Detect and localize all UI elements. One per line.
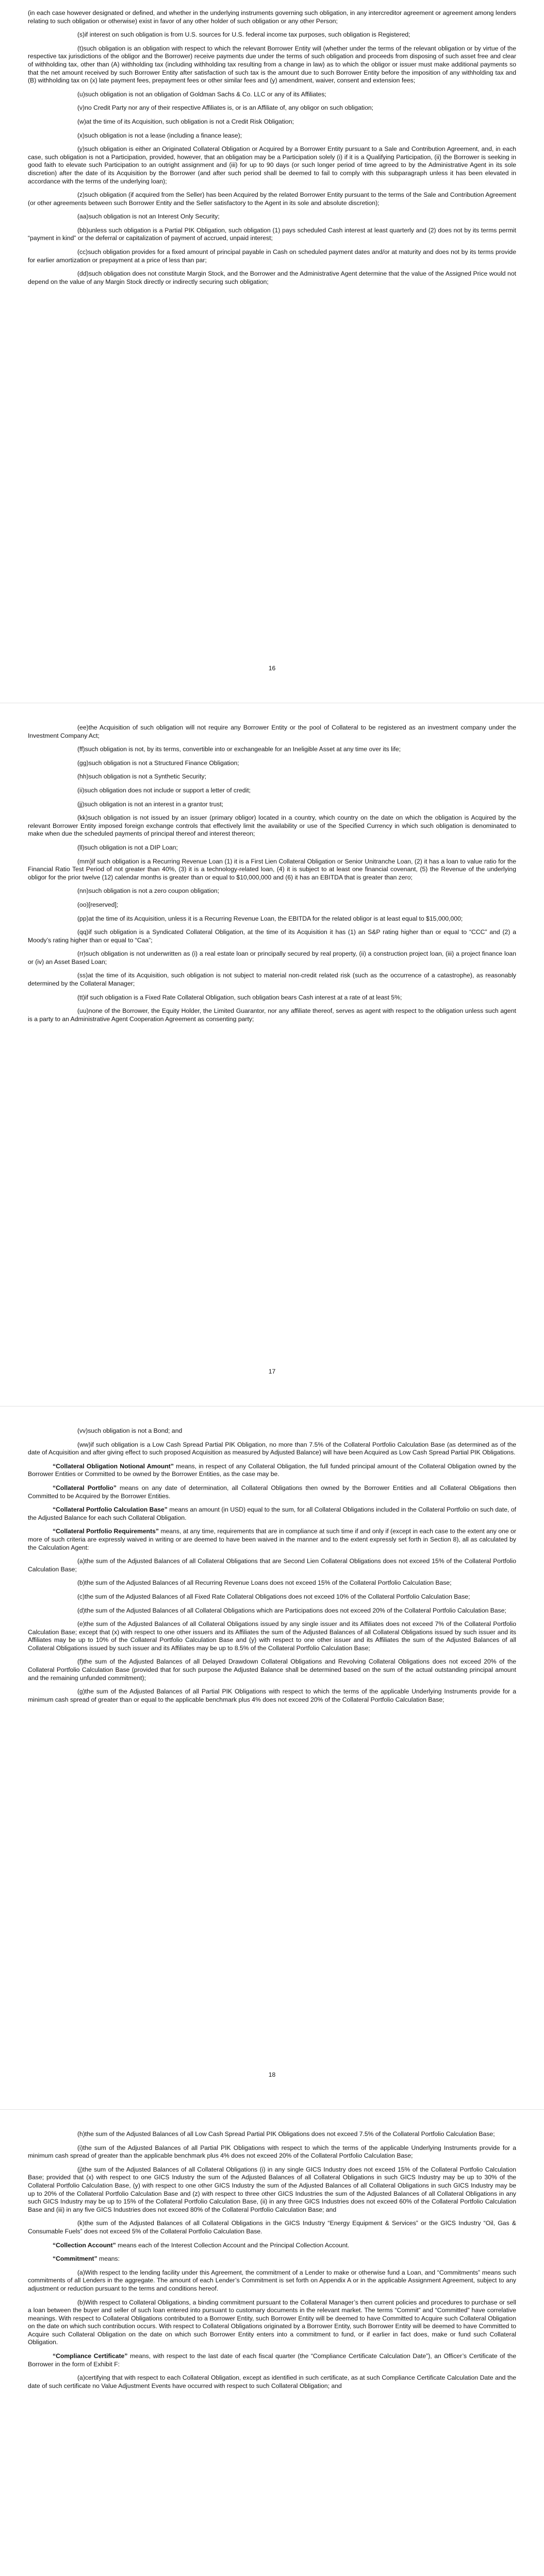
defined-term: “Compliance Certificate”: [53, 2352, 128, 2360]
clause-y: [28, 145, 516, 185]
paragraph: [28, 9, 516, 25]
page-number: 18: [268, 2071, 276, 2078]
clause-text: no Credit Party nor any of their respective Affiliates is, or is an Affiliate of, any obligor on such obligation;: [85, 104, 374, 112]
clause-text: such obligation provides for a fixed amount of principal payable in Cash on scheduled payment dates and/or at maturity and does not by its terms provide for earlier amortization or prepayment at a price of less than par;: [28, 248, 516, 264]
clause-label: (w): [77, 117, 86, 125]
clause-label: (aa): [77, 213, 89, 221]
clause-text: at the time of its Acquisition, unless it is a Recurring Revenue Loan, the EBITDA for the related obligor is at least equal to $15,000,000;: [88, 914, 463, 922]
clause-label: (a): [77, 2268, 85, 2276]
clause-text: With respect to the lending facility under this Agreement, the commitment of a Lender to make or otherwise fund a Loan, and “Commitments” means such commitments of all Lenders in the aggregate. The amount of each Lender’s Commitment is set forth on Appendix A or in the applicable Assignment Agreement, subject to any adjustment or reduction pursuant to the terms and conditions hereof.: [28, 2268, 516, 2292]
clause-text: such obligation is not a Bond; and: [88, 1427, 183, 1434]
clause-text: the sum of the Adjusted Balances of all Delayed Drawdown Collateral Obligations and Revolving Collateral Obligations does not exceed 20% of the Collateral Portfolio Calculation Base (provided that for such purpose the Adjusted Balance shall be determined based on the sum of the actual outstanding principal amount and the remaining unfunded commitment);: [28, 1658, 516, 1682]
clause-label: (b): [77, 1579, 85, 1587]
clause-dd: [28, 270, 516, 286]
definition-text: means each of the Interest Collection Account and the Principal Collection Account.: [116, 2241, 350, 2249]
definition-collateral-portfolio: [28, 1484, 516, 1500]
clause-text: [reserved];: [88, 901, 119, 908]
clause-text: certifying that with respect to each Collateral Obligation, except as identified in such certificate, as at such Compliance Certificate Calculation Date and the date of such certificate no Value Adjustment Events have occurred with respect to such Collateral Obligation; and: [28, 2374, 516, 2389]
clause-a: [28, 1557, 516, 1573]
defined-term: “Collateral Portfolio”: [53, 1484, 117, 1492]
clause-label: (ww): [77, 1440, 91, 1448]
clause-label: (mm): [77, 857, 92, 865]
clause-a: [28, 2374, 516, 2390]
clause-text: the Acquisition of such obligation will not require any Borrower Entity or the pool of Collateral to be registered as an investment company under the Investment Company Act;: [28, 724, 516, 739]
clause-text: if such obligation is a Syndicated Collateral Obligation, at the time of its Acquisition it has (1) an S&P rating higher than or equal to “CCC” and (2) a Moody’s rating higher than or equal to “Caa”;: [28, 928, 516, 944]
clause-label: (z): [77, 191, 85, 199]
clause-label: (f): [77, 1658, 84, 1666]
clause-text: With respect to Collateral Obligations, a binding commitment pursuant to the Collateral Manager’s then current policies and procedures to purchase or sell a loan between the buyer and seller of such loan entered into pursuant to customary documents in the relevant market. The terms “Commit” and “Committed” have correlative meanings. With respect to Collateral Obligations contributed to a Borrower Entity, such Borrower Entity will be deemed to have Committed to Acquire such Collateral Obligation on the date on which such contribution occurs. With respect to Collateral Obligations originated by a Borrower Entity, such Borrower Entity will be deemed to have Committed to Acquire such Collateral Obligation on the date on which such Borrower Entity enters into a commitment to fund, or if earlier in fact does, make or fund such Collateral Obligation.: [28, 2298, 516, 2346]
clause-bb: [28, 227, 516, 243]
clause-label: (kk): [77, 814, 88, 822]
clause-kk: [28, 814, 516, 838]
defined-term: “Collateral Portfolio Calculation Base”: [53, 1506, 168, 1514]
clause-b: [28, 2299, 516, 2347]
clause-text: such obligation is not an Interest Only Security;: [88, 213, 220, 221]
clause-text: the sum of the Adjusted Balances of all Low Cash Spread Partial PIK Obligations does not exceed 7.5% of the Collateral Portfolio Calculation Base;: [85, 2130, 495, 2138]
clause-j: [28, 2166, 516, 2214]
clause-z: [28, 191, 516, 207]
page-number: 16: [268, 665, 276, 672]
clause-text: such obligation is not a Structured Finance Obligation;: [88, 759, 239, 767]
page-18: [0, 1406, 544, 2110]
clause-i: [28, 2144, 516, 2160]
clause-text: if such obligation is a Recurring Revenue Loan (1) it is a First Lien Collateral Obligation or Senior Unitranche Loan, (2) it has a loan to value ratio for the Financial Ratio Test Period of not greater than 40%, (3) it is a technology-related loan, (4) it is subject to at least one financial covenant, (5) the Revenue of the underlying obligor for the prior twelve (12) calendar months is greater than or equal to $10,000,000 and (6) it has an EBITDA that is greater than zero;: [28, 857, 516, 881]
clause-label: (i): [77, 2144, 83, 2151]
clause-k: [28, 2219, 516, 2235]
definition-compliance-certificate: [28, 2352, 516, 2368]
clause-label: (j): [77, 2165, 83, 2173]
definition-collateral-obligation-notional-amount: [28, 1463, 516, 1479]
clause-d: [28, 1607, 516, 1615]
clause-f: [28, 1658, 516, 1682]
clause-text: the sum of the Adjusted Balances of all Collateral Obligations that are Second Lien Collateral Obligations does not exceed 15% of the Collateral Portfolio Calculation Base;: [28, 1557, 516, 1573]
clause-label: (hh): [77, 773, 89, 781]
clause-nn: [28, 887, 516, 895]
clause-text: such obligation is not a DIP Loan;: [84, 843, 178, 851]
page-number: 17: [268, 1368, 276, 1375]
clause-label: (y): [77, 145, 85, 153]
clause-label: (qq): [77, 928, 89, 936]
defined-term: “Commitment”: [53, 2255, 97, 2263]
clause-rr: [28, 950, 516, 966]
defined-term: “Collection Account”: [53, 2241, 116, 2249]
clause-text: such obligation is not underwritten as (i) a real estate loan or principally secured by real property, (ii) a construction project loan, (iii) a project finance loan or (iv) an Asset Based Loan;: [28, 950, 516, 965]
clause-u: [28, 91, 516, 99]
clause-label: (nn): [77, 887, 89, 895]
clause-text: at the time of its Acquisition, such obligation is not subject to material non-credit related risk (such as the occurrence of a catastrophe), as reasonably determined by the Collateral Manager;: [28, 972, 516, 988]
clause-label: (tt): [77, 993, 85, 1001]
clause-text: such obligation is not an obligation of Goldman Sachs & Co. LLC or any of its Affiliates;: [85, 90, 326, 98]
clause-text: such obligation is not a Synthetic Security;: [88, 773, 206, 781]
clause-label: (s): [77, 31, 85, 39]
clause-label: (g): [77, 1688, 85, 1696]
clause-ww: [28, 1441, 516, 1457]
definition-text: means:: [97, 2255, 120, 2263]
clause-label: (pp): [77, 914, 89, 922]
definition-text: means, in respect of any Collateral Obligation, the full funded principal amount of the Collateral Obligation owned by the Borrower Entities or Committed to be owned by the Borrower Entities, as the case may be.: [28, 1462, 516, 1478]
clause-ff: [28, 745, 516, 754]
clause-e: [28, 1620, 516, 1652]
clause-ee: [28, 724, 516, 740]
definition-text: means an amount (in USD) equal to the sum, for all Collateral Obligations included in the Collateral Portfolio on such date, of the Adjusted Balance for each such Collateral Obligation.: [28, 1506, 516, 1521]
clause-label: (a): [77, 1557, 85, 1565]
clause-label: (x): [77, 131, 85, 139]
clause-label: (a): [77, 2374, 85, 2382]
clause-gg: [28, 759, 516, 768]
clause-mm: [28, 858, 516, 882]
clause-label: (u): [77, 90, 85, 98]
clause-text: such obligation (if acquired from the Seller) has been Acquired by the related Borrower Entity pursuant to the terms of the Sale and Contribution Agreement (or other agreements between such Borrower Entity and the Seller satisfactory to the Agent in its sole and absolute discretion);: [28, 191, 516, 207]
clause-w: [28, 118, 516, 126]
clause-a: [28, 2269, 516, 2293]
clause-uu: [28, 1007, 516, 1023]
clause-pp: [28, 915, 516, 923]
clause-text: the sum of the Adjusted Balances of all Collateral Obligations issued by any single issuer and its Affiliates does not exceed 7% of the Collateral Portfolio Calculation Base; except that (x) with respect to one other issuers and its Affiliates the sum of the Adjusted Balances of all Collateral Obligations issued by such issuer and its Affiliates may be up to 10% of the Collateral Portfolio Calculation Base and (y) with respect to one other issuer and its Affiliates the sum of the Adjusted Balances of all Collateral Obligations issued by such issuer and its Affiliates may be up to 8.5% of the Collateral Portfolio Calculation Base;: [28, 1620, 516, 1652]
clause-label: (rr): [77, 950, 86, 958]
definition-collection-account: [28, 2242, 516, 2250]
clause-text: such obligation is not a zero coupon obligation;: [88, 887, 220, 895]
clause-label: (uu): [77, 1007, 89, 1015]
clause-cc: [28, 248, 516, 264]
definition-collateral-portfolio-requirements: [28, 1528, 516, 1552]
clause-text: the sum of the Adjusted Balances of all Collateral Obligations in the GICS Industry “Energy Equipment & Services” or the GICS Industry “Oil, Gas & Consumable Fuels” does not exceed 5% of the Collateral Portfolio Calculation Base.: [28, 2219, 516, 2235]
clause-g: [28, 1688, 516, 1704]
clause-label: (ll): [77, 843, 85, 851]
clause-text: if interest on such obligation is from U.S. sources for U.S. federal income tax purposes, such obligation is Registered;: [85, 31, 410, 39]
clause-oo: [28, 901, 516, 909]
clause-label: (b): [77, 2298, 85, 2306]
clause-aa: [28, 213, 516, 221]
clause-label: (k): [77, 2219, 85, 2227]
clause-label: (c): [77, 1592, 85, 1600]
clause-b: [28, 1579, 516, 1587]
page-17: [0, 703, 544, 1406]
clause-text: the sum of the Adjusted Balances of all Partial PIK Obligations with respect to which the terms of the applicable Underlying Instruments provide for a minimum cash spread of greater than the applicable benchmark plus 4% does not exceed 20% of the Collateral Portfolio Calculation Base;: [28, 2144, 516, 2160]
clause-label: (jj): [77, 800, 85, 808]
clause-text: none of the Borrower, the Equity Holder, the Limited Guarantor, nor any affiliate thereof, serves as agent with respect to the obligation unless such agent is a party to an Administrative Agent Cooperation Agreement as consenting party;: [28, 1007, 516, 1023]
clause-hh: [28, 773, 516, 781]
clause-x: [28, 132, 516, 140]
clause-label: (gg): [77, 759, 89, 767]
clause-label: (cc): [77, 248, 88, 256]
clause-text: the sum of the Adjusted Balances of all Partial PIK Obligations with respect to which the terms of the applicable Underlying Instruments provide for a minimum cash spread of greater than or equal to the applicable benchmark plus 4% does not exceed 20% of the Collateral Portfolio Calculation Base;: [28, 1688, 516, 1703]
clause-text: such obligation is either an Originated Collateral Obligation or Acquired by a Borrower Entity pursuant to a Sale and Contribution Agreement, and, in each case, such obligation is not a Participation, provided, however, that an obligation may be a Participation solely (i) if it is a Qualifying Participation, (ii) the Borrower is seeking in good faith to elevate such Participation to an outright assignment and (iii) for up to 90 days (or such longer period of time agreed to by the Administrative Agent in its sole discretion) after the date of its Acquisition by the Borrower (and after such period shall be deemed to fail to comply with this subparagraph unless it has been elevated in accordance with the terms of the underlying loan);: [28, 145, 516, 185]
clause-vv: [28, 1427, 516, 1435]
page-19: [0, 2110, 544, 2576]
clause-jj: [28, 801, 516, 809]
clause-text: such obligation does not include or support a letter of credit;: [84, 786, 251, 794]
clause-ll: [28, 844, 516, 852]
clause-s: [28, 31, 516, 39]
clause-label: (ss): [77, 972, 88, 979]
clause-ss: [28, 972, 516, 988]
paragraph-text: (in each case however designated or defined, and whether in the underlying instruments governing such obligation, in any intercreditor agreement or agreement among lenders relating to such obligation or otherwise) exist in favor of any other holder of such obligation or any other Person;: [28, 9, 516, 25]
clause-label: (ii): [77, 786, 85, 794]
definition-text: means, with respect to the last date of each fiscal quarter (the “Compliance Certificate Calculation Date”), an Officer’s Certificate of the Borrower in the form of Exhibit F:: [28, 2352, 516, 2368]
clause-text: the sum of the Adjusted Balances of all Recurring Revenue Loans does not exceed 15% of the Collateral Portfolio Calculation Base;: [85, 1579, 452, 1587]
clause-text: such obligation does not constitute Margin Stock, and the Borrower and the Administrative Agent determine that the value of the Assigned Price would not depend on the value of any Margin Stock directly or indirectly securing such obligation;: [28, 270, 516, 285]
clause-text: the sum of the Adjusted Balances of all Collateral Obligations (i) in any single GICS Industry does not exceed 15% of the Collateral Portfolio Calculation Base; provided that (x) with respect to one GICS Industry the sum of the Adjusted Balances of all Collateral Obligations in such GICS Industry may be up to 30% of the Collateral Portfolio Calculation Base, (y) with respect to one other GICS Industry the sum of the Adjusted Balances of all Collateral Obligations in such GICS Industry may be up to 20% of the Collateral Portfolio Calculation Base and (z) with respect to three other GICS Industries the sum of the Adjusted Balances of all Collateral Obligations in any such GICS Industry may be up to 15% of the Collateral Portfolio Calculation Base, (ii) in any three GICS Industries does not exceed 60% of the Collateral Portfolio Calculation Base and (iii) in any five GICS Industries does not exceed 80% of the Collateral Portfolio Calculation Base; and: [28, 2165, 516, 2213]
clause-label: (dd): [77, 270, 89, 278]
clause-text: if such obligation is a Fixed Rate Collateral Obligation, such obligation bears Cash interest at a rate of at least 5%;: [85, 993, 402, 1001]
clause-text: the sum of the Adjusted Balances of all Collateral Obligations which are Participations does not exceed 20% of the Collateral Portfolio Calculation Base;: [85, 1606, 506, 1614]
clause-text: such obligation is not, by its terms, convertible into or exchangeable for an Ineligible Asset at any time over its life;: [85, 745, 401, 753]
clause-text: such obligation is not issued by an issuer (primary obligor) located in a country, which country on the date on which the obligation is Acquired by the relevant Borrower Entity imposed foreign exchange controls that effectively limit the availability or use of the Specified Currency in which such obligation is denominated to make when due the scheduled payments of principal thereof and interest thereon;: [28, 814, 516, 838]
clause-ii: [28, 787, 516, 795]
clause-label: (v): [77, 104, 85, 112]
clause-text: such obligation is not an interest in a grantor trust;: [84, 800, 224, 808]
clause-qq: [28, 928, 516, 944]
clause-label: (ff): [77, 745, 85, 753]
definition-collateral-portfolio-calculation-base: [28, 1506, 516, 1522]
clause-c: [28, 1593, 516, 1601]
definition-text: means on any date of determination, all Collateral Obligations then owned by the Borrower Entities and all Collateral Obligations then Committed to be Acquired by the Borrower Entities.: [28, 1484, 516, 1500]
clause-label: (vv): [77, 1427, 88, 1434]
clause-label: (bb): [77, 226, 89, 234]
clause-label: (t): [77, 44, 84, 52]
clause-label: (h): [77, 2130, 85, 2138]
clause-label: (d): [77, 1606, 85, 1614]
clause-text: such obligation is an obligation with respect to which the relevant Borrower Entity will (whether under the terms of the relevant obligation or by virtue of the respective tax jurisdictions of the obligor and the Borrower) receive payments due under the terms of such obligation and proceeds from disposing of such asset free and clear of withholding tax, other than (A) withholding tax (including withholding tax resulting from a change in law) as to which the obligor or issuer must make additional payments so that the net amount received by such Borrower Entity after satisfaction of such tax is the amount due to such Borrower Entity before the imposition of any withholding tax and (B) withholding tax on (x) late payment fees, prepayment fees or other similar fees and (y) amendment, waiver, consent and extension fees;: [28, 44, 516, 84]
page-16: [0, 0, 544, 703]
definition-text: means, at any time, requirements that are in compliance at such time if and only if (except in each case to the extent any one or more of such criteria are expressly waived in writing or are deemed to have been waived in the manner and to the extent expressly set forth in Section 8), all as calculated by the Calculation Agent:: [28, 1528, 516, 1551]
defined-term: “Collateral Obligation Notional Amount”: [53, 1462, 174, 1470]
defined-term: “Collateral Portfolio Requirements”: [53, 1528, 159, 1535]
clause-label: (e): [77, 1620, 85, 1628]
clause-label: (oo): [77, 901, 89, 908]
clause-text: at the time of its Acquisition, such obligation is not a Credit Risk Obligation;: [86, 117, 294, 125]
clause-t: [28, 45, 516, 85]
definition-commitment: [28, 2255, 516, 2263]
clause-h: [28, 2130, 516, 2139]
clause-tt: [28, 994, 516, 1002]
clause-v: [28, 104, 516, 112]
clause-text: unless such obligation is a Partial PIK Obligation, such obligation (1) pays scheduled Cash interest at least quarterly and (2) does not by its terms permit “payment in kind” or the deferral or capitalization of payment of accrued, unpaid interest;: [28, 226, 516, 242]
clause-text: such obligation is not a lease (including a finance lease);: [85, 131, 242, 139]
clause-text: the sum of the Adjusted Balances of all Fixed Rate Collateral Obligations does not exceed 10% of the Collateral Portfolio Calculation Base;: [85, 1592, 470, 1600]
clause-label: (ee): [77, 724, 89, 731]
clause-text: if such obligation is a Low Cash Spread Partial PIK Obligation, no more than 7.5% of the Collateral Portfolio Calculation Base (as determined as of the date of Acquisition and after giving effect to such proposed Acquisition as measured by Adjusted Balance) will have been Acquired as Low Cash Spread Partial PIK Obligations.: [28, 1440, 516, 1456]
